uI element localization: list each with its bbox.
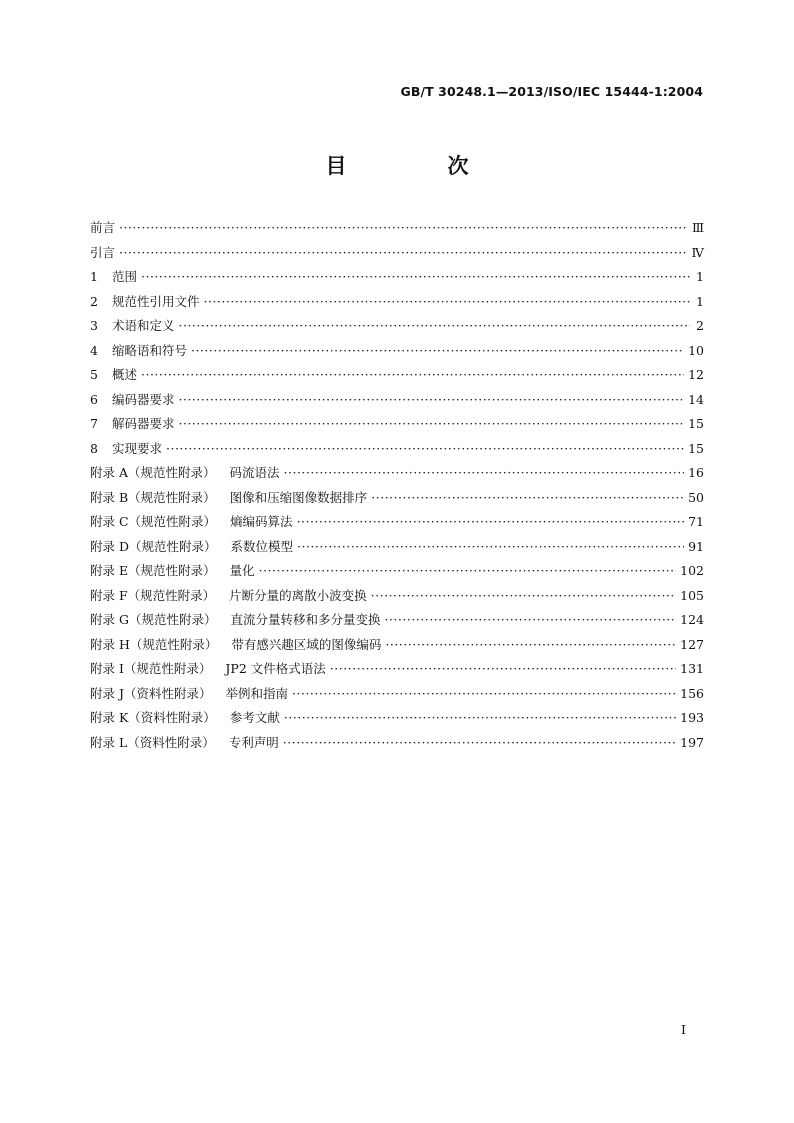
toc-entry[interactable]: [90, 510, 704, 535]
toc-entry-text: 量化: [229, 563, 255, 578]
toc-entry-text: 缩略语和符号: [112, 342, 188, 358]
toc-entry[interactable]: [90, 265, 704, 290]
toc-entry[interactable]: [90, 388, 704, 413]
table-of-contents: [90, 216, 704, 755]
dot-leader: [204, 290, 690, 315]
toc-entry[interactable]: [90, 339, 704, 364]
toc-entry[interactable]: [90, 363, 704, 388]
toc-entry-number: 2: [90, 293, 98, 309]
dot-leader: [330, 657, 676, 682]
toc-annex-label: 附录 I（规范性附录）: [90, 661, 212, 676]
standard-number: GB/T 30248.1—2013/ISO/IEC 15444-1:2004: [400, 84, 703, 99]
toc-entry[interactable]: [90, 682, 704, 707]
toc-entry[interactable]: [90, 461, 704, 486]
toc-page-number: 15: [688, 440, 704, 456]
toc-entry-text: JP2 文件格式语法: [225, 661, 326, 676]
toc-page-number: Ⅲ: [691, 220, 704, 235]
toc-entry[interactable]: [90, 633, 704, 658]
toc-entry-number: 1: [90, 269, 98, 284]
toc-page-number: 14: [688, 391, 704, 407]
toc-annex-label: 附录 K（资料性附录）: [90, 710, 216, 725]
toc-page-number: 16: [688, 465, 704, 480]
toc-page-number: 50: [688, 489, 704, 505]
toc-entry-text: 码流语法: [229, 465, 280, 480]
dot-leader: [283, 731, 676, 756]
toc-entry-number: 7: [90, 416, 98, 431]
toc-annex-label: 附录 G（规范性附录）: [90, 612, 217, 627]
toc-annex-label: 附录 L（资料性附录）: [90, 734, 215, 750]
page-title: 目 次: [325, 154, 509, 178]
toc-entry[interactable]: [90, 608, 704, 633]
toc-page-number: 91: [688, 538, 704, 554]
dot-leader: [284, 706, 676, 731]
toc-entry[interactable]: [90, 216, 704, 241]
dot-leader: [385, 633, 676, 658]
dot-leader: [284, 461, 685, 486]
toc-annex-label: 附录 B（规范性附录）: [90, 489, 216, 505]
toc-entry[interactable]: [90, 706, 704, 731]
toc-entry[interactable]: [90, 290, 704, 315]
toc-entry-text: 前言: [90, 220, 116, 235]
toc-entry-text: 图像和压缩图像数据排序: [229, 489, 368, 505]
toc-page-number: 105: [680, 587, 704, 603]
toc-entry-number: 5: [90, 367, 98, 382]
dot-leader: [179, 412, 685, 437]
toc-page-number: 102: [680, 563, 704, 578]
dot-leader: [371, 584, 676, 609]
dot-leader: [297, 535, 684, 560]
toc-entry[interactable]: [90, 584, 704, 609]
toc-annex-label: 附录 A（规范性附录）: [90, 465, 216, 480]
toc-page-number: 2: [696, 318, 704, 333]
toc-entry-text: 实现要求: [112, 440, 163, 456]
toc-page-number: 10: [688, 342, 704, 358]
folio-page-number: I: [681, 1022, 686, 1037]
dot-leader: [297, 510, 685, 535]
dot-leader: [259, 559, 677, 584]
toc-page-number: 124: [680, 612, 704, 627]
toc-entry-text: 概述: [112, 367, 138, 382]
toc-page-number: 156: [680, 685, 704, 701]
toc-entry-text: 熵编码算法: [230, 514, 293, 529]
toc-entry-text: 引言: [90, 244, 116, 260]
toc-entry[interactable]: [90, 535, 704, 560]
dot-leader: [292, 682, 676, 707]
toc-entry[interactable]: [90, 437, 704, 462]
dot-leader: [141, 363, 684, 388]
dot-leader: [141, 265, 690, 290]
dot-leader: [371, 486, 684, 511]
dot-leader: [119, 216, 688, 241]
toc-entry-text: 直流分量转移和多分量变换: [230, 612, 381, 627]
toc-annex-label: 附录 H（规范性附录）: [90, 636, 218, 652]
toc-entry[interactable]: [90, 657, 704, 682]
toc-entry-number: 8: [90, 440, 98, 456]
toc-entry-text: 范围: [112, 269, 138, 284]
toc-annex-label: 附录 J（资料性附录）: [90, 685, 212, 701]
toc-entry-text: 参考文献: [229, 710, 280, 725]
toc-entry[interactable]: [90, 412, 704, 437]
toc-entry[interactable]: [90, 559, 704, 584]
toc-entry-number: 3: [90, 318, 98, 333]
toc-annex-label: 附录 F（规范性附录）: [90, 587, 216, 603]
toc-entry-text: 编码器要求: [112, 391, 175, 407]
toc-page-number: 12: [688, 367, 704, 382]
toc-page-number: Ⅳ: [691, 244, 704, 260]
toc-page-number: 71: [688, 514, 704, 529]
toc-entry[interactable]: [90, 314, 704, 339]
toc-page-number: 1: [696, 269, 704, 284]
toc-annex-label: 附录 E（规范性附录）: [90, 563, 216, 578]
dot-leader: [166, 437, 684, 462]
dot-leader: [119, 241, 687, 266]
toc-entry-text: 举例和指南: [225, 685, 289, 701]
toc-entry-text: 带有感兴趣区域的图像编码: [231, 636, 382, 652]
toc-entry-text: 片断分量的离散小波变换: [229, 587, 367, 603]
toc-entry-text: 规范性引用文件: [112, 293, 200, 309]
toc-annex-label: 附录 D（规范性附录）: [90, 538, 217, 554]
dot-leader: [191, 339, 684, 364]
toc-entry[interactable]: [90, 486, 704, 511]
toc-entry-number: 6: [90, 391, 98, 407]
dot-leader: [384, 608, 676, 633]
toc-entry[interactable]: [90, 241, 704, 266]
toc-page-number: 131: [680, 661, 704, 676]
dot-leader: [179, 314, 690, 339]
toc-entry-text: 系数位模型: [230, 538, 294, 554]
dot-leader: [179, 388, 685, 413]
toc-page-number: 193: [680, 710, 704, 725]
toc-entry-number: 4: [90, 342, 98, 358]
toc-entry[interactable]: [90, 731, 704, 756]
toc-entry-text: 术语和定义: [112, 318, 175, 333]
toc-annex-label: 附录 C（规范性附录）: [90, 514, 217, 529]
toc-entry-text: 专利声明: [228, 734, 279, 750]
toc-page-number: 197: [680, 734, 704, 750]
toc-page-number: 15: [688, 416, 704, 431]
toc-page-number: 1: [696, 293, 704, 309]
toc-entry-text: 解码器要求: [112, 416, 175, 431]
toc-page-number: 127: [680, 636, 704, 652]
